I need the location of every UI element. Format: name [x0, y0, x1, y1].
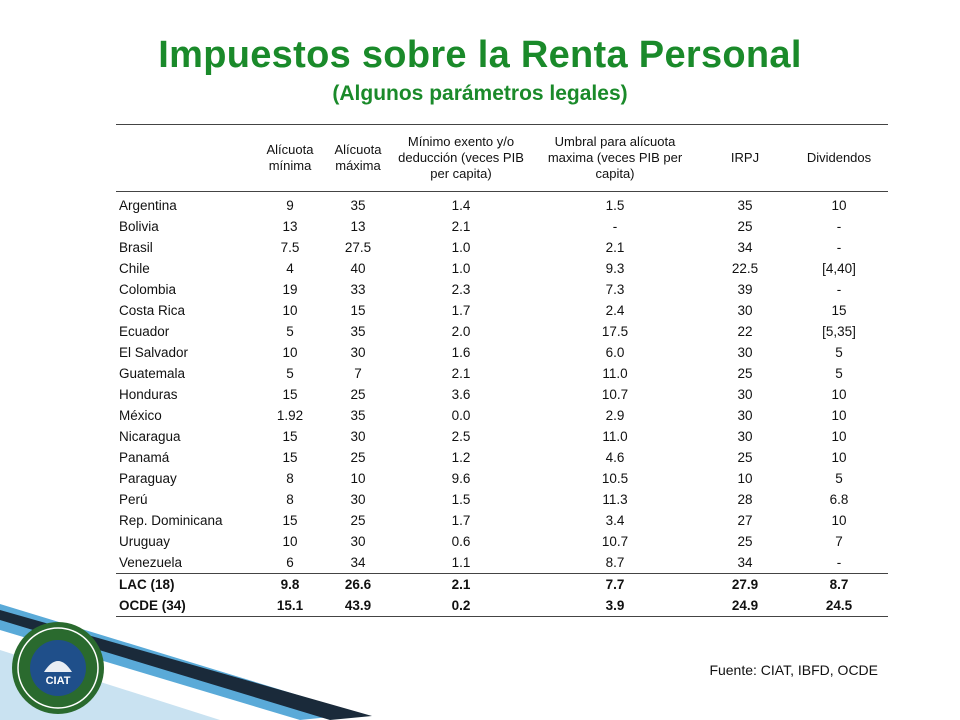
cell-min-rate: 6 — [286, 555, 294, 570]
cell-dividends: 10 — [831, 387, 847, 402]
cell-irpj: 30 — [737, 303, 753, 318]
cell-exempt-minimum: 2.1 — [451, 366, 471, 381]
cell-min-rate: 13 — [282, 219, 298, 234]
cell-dividends: - — [836, 219, 842, 234]
cell-max-rate-threshold: 4.6 — [605, 450, 625, 465]
cell-dividends: 10 — [831, 198, 847, 213]
cell-min-rate: 19 — [282, 282, 298, 297]
header-max-rate-threshold: Umbral para alícuota maxima (veces PIB per capita) — [530, 125, 700, 192]
page-subtitle: (Algunos parámetros legales) — [332, 82, 628, 105]
cell-max-rate: 25 — [350, 450, 366, 465]
cell-min-rate: 9 — [286, 198, 294, 213]
cell-irpj: 28 — [737, 492, 753, 507]
cell-max-rate: 30 — [350, 345, 366, 360]
cell-country: El Salvador — [119, 345, 189, 360]
cell-country: Rep. Dominicana — [119, 513, 223, 528]
table-row — [116, 510, 888, 531]
table-row — [116, 321, 888, 342]
cell-exempt-minimum: 0.0 — [451, 408, 471, 423]
cell-irpj: 39 — [737, 282, 753, 297]
cell-max-rate: 30 — [350, 492, 366, 507]
cell-max-rate-threshold: 11.3 — [602, 492, 628, 507]
cell-exempt-minimum: 1.5 — [451, 492, 471, 507]
cell-max-rate: 27.5 — [344, 240, 372, 255]
cell-exempt-minimum: 0.2 — [392, 595, 530, 617]
cell-min-rate: 8 — [286, 492, 294, 507]
cell-max-rate: 30 — [350, 534, 366, 549]
cell-max-rate-threshold: 3.9 — [530, 595, 700, 617]
cell-exempt-minimum: 1.2 — [451, 450, 471, 465]
cell-country: México — [119, 408, 162, 423]
cell-country: Bolivia — [119, 219, 159, 234]
cell-max-rate: 40 — [350, 261, 366, 276]
cell-max-rate-threshold: 2.1 — [605, 240, 625, 255]
table-row — [116, 384, 888, 405]
cell-country: Guatemala — [119, 366, 186, 381]
cell-dividends: 24.5 — [790, 595, 888, 617]
cell-country: Brasil — [119, 240, 153, 255]
cell-dividends: 10 — [831, 429, 847, 444]
cell-min-rate: 1.92 — [276, 408, 304, 423]
cell-exempt-minimum: 1.7 — [451, 303, 471, 318]
header-exempt-minimum: Mínimo exento y/o deducción (veces PIB per capita) — [392, 125, 530, 192]
cell-irpj: 27 — [737, 513, 753, 528]
cell-country: Paraguay — [119, 471, 177, 486]
table-row — [116, 279, 888, 300]
cell-country: Costa Rica — [119, 303, 186, 318]
cell-dividends: [4,40] — [822, 261, 856, 276]
cell-max-rate-threshold: 3.4 — [605, 513, 625, 528]
cell-max-rate-threshold: 9.3 — [605, 261, 625, 276]
cell-max-rate: 35 — [350, 198, 366, 213]
cell-max-rate-threshold: 11.0 — [602, 366, 628, 381]
cell-irpj: 30 — [737, 429, 753, 444]
cell-country: Honduras — [119, 387, 178, 402]
cell-min-rate: 15.1 — [256, 595, 324, 617]
cell-min-rate: 15 — [282, 450, 298, 465]
cell-irpj: 25 — [737, 534, 753, 549]
cell-min-rate: 8 — [286, 471, 294, 486]
cell-dividends: 10 — [831, 450, 847, 465]
cell-max-rate-threshold: 2.4 — [605, 303, 625, 318]
cell-irpj: 30 — [737, 345, 753, 360]
cell-max-rate-threshold: 2.9 — [605, 408, 625, 423]
page-title: Impuestos sobre la Renta Personal — [158, 34, 802, 76]
cell-max-rate-threshold: 7.3 — [605, 282, 625, 297]
cell-max-rate-threshold: 10.7 — [601, 387, 629, 402]
cell-dividends: 5 — [835, 366, 843, 381]
cell-exempt-minimum: 3.6 — [451, 387, 471, 402]
cell-irpj: 22.5 — [731, 261, 759, 276]
cell-max-rate: 26.6 — [324, 574, 392, 596]
cell-dividends: [5,35] — [822, 324, 856, 339]
cell-country: Chile — [119, 261, 150, 276]
logo-text: CIAT — [45, 675, 71, 687]
table-row — [116, 489, 888, 510]
cell-exempt-minimum: 2.0 — [451, 324, 471, 339]
table-row — [116, 237, 888, 258]
cell-irpj: 24.9 — [700, 595, 790, 617]
cell-irpj: 10 — [737, 471, 753, 486]
cell-min-rate: 10 — [282, 345, 298, 360]
cell-exempt-minimum: 1.0 — [451, 240, 471, 255]
cell-dividends: 8.7 — [790, 574, 888, 596]
header-max-rate: Alícuota máxima — [324, 125, 392, 192]
cell-irpj: 35 — [737, 198, 753, 213]
cell-country: Venezuela — [119, 555, 183, 570]
table-row — [116, 216, 888, 237]
cell-exempt-minimum: 2.1 — [392, 574, 530, 596]
cell-max-rate: 33 — [350, 282, 366, 297]
header-dividends: Dividendos — [790, 125, 888, 192]
cell-exempt-minimum: 2.1 — [451, 219, 471, 234]
header-irpj: IRPJ — [700, 125, 790, 192]
cell-country: Ecuador — [119, 324, 170, 339]
table-row — [116, 192, 888, 217]
cell-max-rate-threshold: 6.0 — [605, 345, 625, 360]
cell-irpj: 27.9 — [700, 574, 790, 596]
table-header-row — [116, 125, 888, 192]
cell-min-rate: 9.8 — [256, 574, 324, 596]
cell-max-rate-threshold: - — [612, 219, 618, 234]
table-row — [116, 468, 888, 489]
table-row — [116, 405, 888, 426]
cell-min-rate: 7.5 — [280, 240, 300, 255]
cell-min-rate: 5 — [286, 324, 294, 339]
cell-exempt-minimum: 9.6 — [451, 471, 471, 486]
cell-dividends: 5 — [835, 471, 843, 486]
cell-max-rate-threshold: 10.5 — [601, 471, 629, 486]
table-row — [116, 426, 888, 447]
cell-irpj: 25 — [737, 450, 753, 465]
cell-country: Nicaragua — [119, 429, 181, 444]
cell-min-rate: 15 — [282, 387, 298, 402]
table-row — [116, 363, 888, 384]
cell-min-rate: 10 — [282, 534, 298, 549]
cell-max-rate-threshold: 17.5 — [601, 324, 629, 339]
cell-irpj: 30 — [737, 408, 753, 423]
table-row — [116, 552, 888, 574]
source-note: Fuente: CIAT, IBFD, OCDE — [709, 662, 878, 678]
cell-exempt-minimum: 1.1 — [451, 555, 471, 570]
cell-max-rate: 25 — [350, 513, 366, 528]
cell-max-rate: 10 — [350, 471, 366, 486]
cell-dividends: 15 — [831, 303, 847, 318]
cell-max-rate: 7 — [354, 366, 362, 381]
cell-dividends: - — [836, 282, 842, 297]
cell-irpj: 22 — [737, 324, 753, 339]
table-row — [116, 342, 888, 363]
cell-max-rate-threshold: 10.7 — [601, 534, 629, 549]
cell-exempt-minimum: 1.7 — [451, 513, 471, 528]
cell-max-rate: 34 — [350, 555, 366, 570]
cell-max-rate: 35 — [350, 408, 366, 423]
cell-country: OCDE (34) — [116, 595, 256, 617]
cell-dividends: 7 — [835, 534, 843, 549]
cell-max-rate: 35 — [350, 324, 366, 339]
cell-max-rate-threshold: 11.0 — [602, 429, 628, 444]
table-row — [116, 258, 888, 279]
table-body — [116, 192, 888, 617]
cell-dividends: 10 — [831, 408, 847, 423]
header-min-rate: Alícuota mínima — [256, 125, 324, 192]
cell-exempt-minimum: 2.3 — [451, 282, 471, 297]
cell-max-rate: 25 — [350, 387, 366, 402]
table-row — [116, 447, 888, 468]
cell-irpj: 30 — [737, 387, 753, 402]
cell-country: Colombia — [119, 282, 177, 297]
cell-max-rate-threshold: 7.7 — [530, 574, 700, 596]
cell-max-rate: 15 — [350, 303, 366, 318]
cell-irpj: 34 — [737, 240, 753, 255]
cell-exempt-minimum: 0.6 — [451, 534, 471, 549]
cell-exempt-minimum: 2.5 — [451, 429, 471, 444]
cell-irpj: 34 — [737, 555, 753, 570]
cell-country: LAC (18) — [116, 574, 256, 596]
cell-max-rate-threshold: 1.5 — [605, 198, 625, 213]
ciat-logo — [10, 620, 106, 716]
cell-max-rate: 13 — [350, 219, 366, 234]
cell-min-rate: 10 — [282, 303, 298, 318]
tax-parameters-table — [116, 124, 888, 617]
header-country — [116, 125, 256, 192]
cell-min-rate: 15 — [282, 429, 298, 444]
cell-dividends: - — [836, 555, 842, 570]
cell-max-rate: 43.9 — [324, 595, 392, 617]
cell-max-rate-threshold: 8.7 — [605, 555, 625, 570]
cell-dividends: 10 — [831, 513, 847, 528]
cell-country: Uruguay — [119, 534, 171, 549]
cell-dividends: - — [836, 240, 842, 255]
table-row — [116, 531, 888, 552]
cell-max-rate: 30 — [350, 429, 366, 444]
cell-country: Perú — [119, 492, 148, 507]
cell-min-rate: 5 — [286, 366, 294, 381]
table-row — [116, 300, 888, 321]
cell-country: Argentina — [119, 198, 177, 213]
cell-irpj: 25 — [737, 219, 753, 234]
cell-dividends: 5 — [835, 345, 843, 360]
cell-country: Panamá — [119, 450, 170, 465]
cell-exempt-minimum: 1.4 — [451, 198, 471, 213]
cell-exempt-minimum: 1.6 — [451, 345, 471, 360]
cell-irpj: 25 — [737, 366, 753, 381]
cell-exempt-minimum: 1.0 — [451, 261, 471, 276]
cell-dividends: 6.8 — [829, 492, 849, 507]
cell-min-rate: 15 — [282, 513, 298, 528]
cell-min-rate: 4 — [286, 261, 294, 276]
